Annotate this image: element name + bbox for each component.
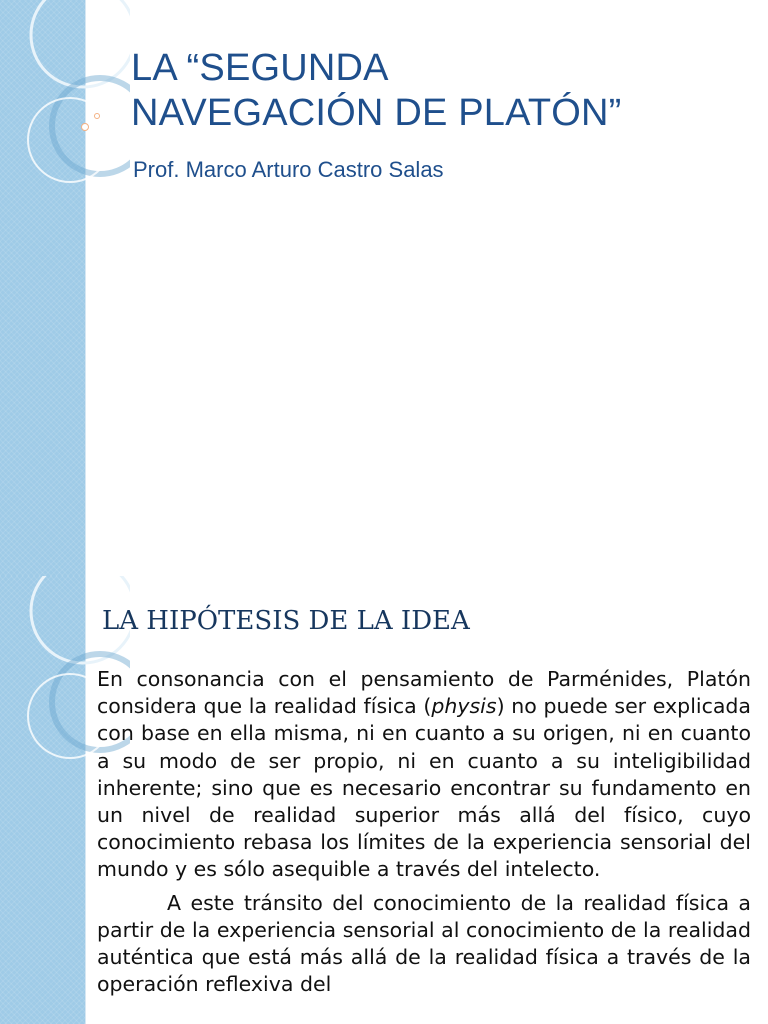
side-band: [0, 0, 86, 576]
section-heading: LA HIPÓTESIS DE LA IDEA: [102, 606, 470, 636]
title-line-1: LA “SEGUNDA: [131, 47, 389, 89]
paragraph-1-italic: physis: [431, 694, 497, 719]
paragraph-1-start: En consonancia con el pensamiento de Parménides, Platón considera que la realidad física (: [97, 667, 751, 719]
body-text: [97, 666, 751, 1004]
side-band: [0, 576, 86, 1024]
title-line-2: NAVEGACIÓN DE PLATÓN”: [131, 92, 622, 134]
paragraph-2: A este tránsito del conocimiento de la realidad física a partir de la experiencia sensorial al conocimiento de la realidad auténtica que está más allá de la realidad física a través de la operación reflexiva del: [97, 890, 751, 997]
paragraph-1: [97, 666, 751, 884]
content-slide: [0, 576, 768, 1024]
paragraph-1-end: ) no puede ser explicada con base en ella misma, ni en cuanto a su origen, ni en cuanto a su modo de ser propio, ni en cuanto a su inteligibilidad inherente; sino que es necesario encontrar su fundamento en un nivel de realidad superior más allá del físico, cuyo conocimiento rebasa los límites de la experiencia sensorial del mundo y es sólo asequible a través del intelecto.: [97, 694, 751, 882]
slide-subtitle: Prof. Marco Arturo Castro Salas: [133, 157, 444, 182]
slide-title: [131, 46, 751, 136]
